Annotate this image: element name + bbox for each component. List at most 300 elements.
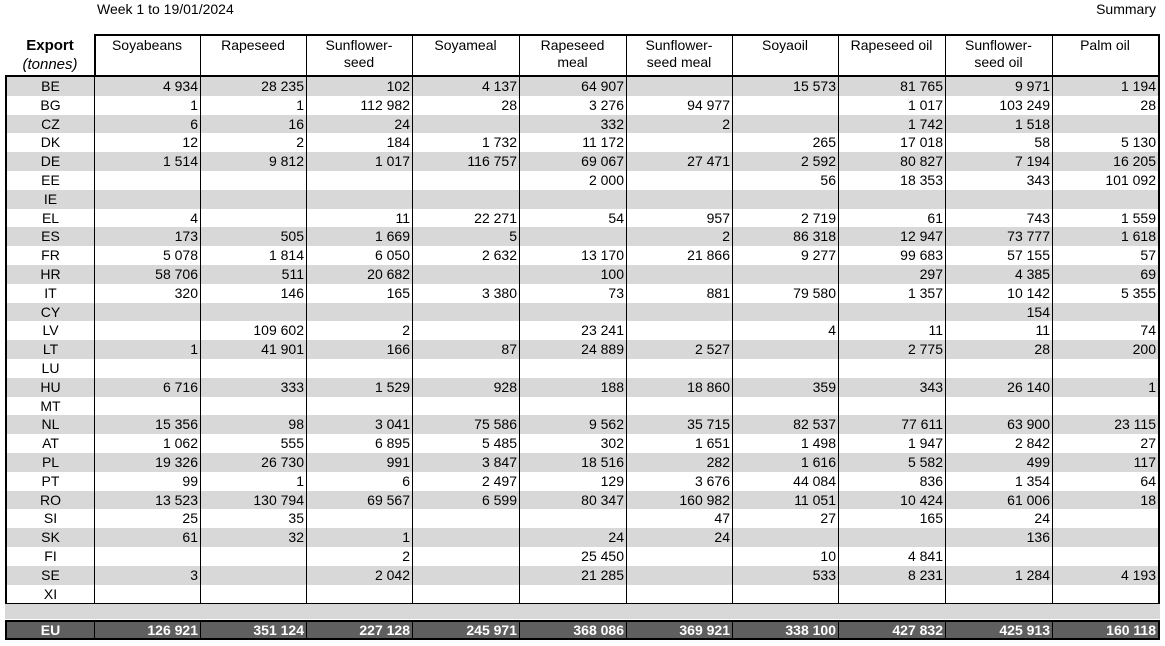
table-cell: 102 <box>386 78 410 94</box>
table-cell: 2 775 <box>907 341 943 358</box>
table-cell: 32 <box>288 529 304 546</box>
table-cell: 9 971 <box>1014 78 1050 94</box>
table-cell: 3 676 <box>694 472 730 489</box>
table-cell: 57 <box>1140 247 1156 264</box>
table-cell <box>412 171 519 190</box>
table-cell <box>1052 115 1158 134</box>
table-cell: 27 471 <box>687 153 730 170</box>
table-cell: 11 <box>395 209 410 226</box>
table-cell <box>838 303 945 322</box>
table-cell: 82 537 <box>793 416 836 433</box>
table-row <box>7 115 1158 134</box>
table-cell <box>626 566 732 585</box>
table-cell: 1 <box>190 96 198 113</box>
table-cell <box>626 171 732 190</box>
table-cell: 165 <box>386 284 410 301</box>
table-cell: 991 <box>386 454 410 470</box>
column-divider <box>945 76 946 604</box>
table-cell: 81 765 <box>900 78 943 94</box>
table-cell <box>626 321 732 340</box>
country-code: EL <box>41 209 60 226</box>
unit-label: (tonnes) <box>22 56 78 73</box>
period-label: Week 1 to 19/01/2024 <box>97 1 234 17</box>
table-cell <box>838 190 945 209</box>
country-code: LV <box>42 322 59 339</box>
country-code: XI <box>43 585 58 602</box>
table-cell <box>1052 585 1158 604</box>
table-cell: 6 050 <box>374 247 410 264</box>
table-cell: 11 <box>928 322 943 339</box>
table-cell <box>626 397 732 416</box>
summary-label: Summary <box>1096 1 1156 17</box>
total-divider <box>838 622 839 638</box>
country-code: SE <box>41 566 60 583</box>
table-cell: 58 706 <box>155 266 198 282</box>
table-cell: 99 683 <box>900 247 943 264</box>
table-row <box>7 133 1158 152</box>
table-cell: 1 017 <box>374 153 410 170</box>
country-code: LU <box>41 360 60 376</box>
eu-total-row <box>5 620 1160 640</box>
table-cell <box>306 585 412 604</box>
table-cell: 21 866 <box>687 247 730 264</box>
table-cell: 6 599 <box>481 491 517 508</box>
table-cell: 2 632 <box>481 247 517 264</box>
table-cell: 130 794 <box>253 491 304 508</box>
table-cell: 28 235 <box>261 78 304 94</box>
table-row <box>7 434 1158 453</box>
table-cell <box>306 190 412 209</box>
table-cell: 1 514 <box>162 153 198 170</box>
table-cell: 6 716 <box>162 378 198 395</box>
table-cell: 112 982 <box>360 96 410 113</box>
table-cell: 8 231 <box>907 566 943 583</box>
table-cell: 23 115 <box>1114 416 1156 433</box>
table-cell: 5 <box>509 228 517 245</box>
table-row <box>7 227 1158 246</box>
table-cell: 75 586 <box>474 416 517 433</box>
column-divider <box>626 76 627 604</box>
table-cell: 12 <box>182 134 198 151</box>
table-cell <box>626 547 732 566</box>
table-cell <box>412 265 519 284</box>
table-cell <box>838 585 945 604</box>
table-cell <box>732 397 838 416</box>
table-cell: 957 <box>706 209 730 226</box>
table-cell <box>519 509 626 528</box>
table-cell: 35 <box>288 510 304 527</box>
table-row <box>7 566 1158 585</box>
corner-header <box>6 36 94 76</box>
table-cell: 44 084 <box>793 472 836 489</box>
table-cell <box>626 133 732 152</box>
table-cell: 188 <box>600 378 624 395</box>
total-cell: 425 913 <box>999 622 1050 638</box>
table-cell: 282 <box>706 454 730 470</box>
table-cell: 109 602 <box>253 322 304 339</box>
total-cell: 368 086 <box>573 622 624 638</box>
table-cell <box>200 585 306 604</box>
total-divider <box>412 622 413 638</box>
table-cell <box>412 509 519 528</box>
table-cell: 27 <box>1140 435 1156 452</box>
country-code: MT <box>40 397 61 414</box>
table-cell: 69 <box>1140 266 1156 282</box>
table-cell <box>200 397 306 416</box>
table-cell: 499 <box>1026 454 1050 470</box>
total-divider <box>626 622 627 638</box>
table-cell <box>94 190 200 209</box>
total-cell: 351 124 <box>253 622 304 638</box>
table-cell: 881 <box>706 284 730 301</box>
table-cell <box>519 303 626 322</box>
table-cell <box>200 566 306 585</box>
table-cell <box>94 303 200 322</box>
table-cell <box>94 547 200 566</box>
table-cell: 200 <box>1132 341 1156 358</box>
table-cell: 11 <box>1035 322 1050 339</box>
table-cell: 9 812 <box>268 153 304 170</box>
total-label: EU <box>40 622 61 638</box>
table-cell: 19 326 <box>155 454 198 470</box>
table-cell: 5 485 <box>481 435 517 452</box>
table-cell: 28 <box>1034 341 1050 358</box>
table-cell: 11 172 <box>582 134 624 151</box>
table-cell: 343 <box>919 378 943 395</box>
table-cell: 2 <box>296 134 304 151</box>
table-cell <box>412 190 519 209</box>
header-divider <box>306 35 307 76</box>
table-cell: 5 582 <box>907 454 943 470</box>
column-header-line: Rapeseed <box>221 37 285 53</box>
table-cell: 64 <box>1140 472 1156 489</box>
table-cell: 22 271 <box>474 209 517 226</box>
country-code: RO <box>40 491 61 508</box>
country-code: BG <box>40 96 61 113</box>
table-cell: 1 498 <box>800 435 836 452</box>
table-cell: 2 842 <box>1014 435 1050 452</box>
table-cell: 1 651 <box>694 435 730 452</box>
table-cell <box>626 585 732 604</box>
table-cell: 25 450 <box>581 548 624 564</box>
table-cell: 18 860 <box>687 378 730 395</box>
table-cell: 47 <box>714 510 730 527</box>
table-cell: 743 <box>1026 209 1050 226</box>
header-divider <box>519 35 520 76</box>
table-cell: 4 385 <box>1014 266 1050 282</box>
country-code: ES <box>41 228 60 245</box>
table-cell <box>200 190 306 209</box>
table-cell: 18 353 <box>900 172 943 188</box>
table-cell: 61 006 <box>1007 491 1050 508</box>
country-code: DK <box>40 134 61 151</box>
table-cell: 2 000 <box>588 172 624 188</box>
table-cell <box>1052 303 1158 322</box>
table-cell: 15 573 <box>793 78 836 94</box>
table-cell <box>1052 509 1158 528</box>
column-header-line: seed <box>343 54 375 70</box>
table-cell: 5 078 <box>162 247 198 264</box>
header-divider <box>1052 35 1053 76</box>
table-cell: 928 <box>493 378 517 395</box>
table-cell <box>306 509 412 528</box>
table-cell: 1 529 <box>374 378 410 395</box>
column-header-line: Rapeseed <box>540 37 605 53</box>
country-code: AT <box>42 435 59 452</box>
table-row <box>7 190 1158 209</box>
table-row <box>7 321 1158 340</box>
table-row <box>7 453 1158 472</box>
table-cell: 4 <box>190 209 198 226</box>
table-cell <box>626 359 732 378</box>
table-cell <box>732 528 838 547</box>
table-cell: 25 <box>182 510 198 527</box>
table-cell <box>412 115 519 134</box>
table-cell <box>1052 397 1158 416</box>
table-cell: 116 757 <box>467 153 517 170</box>
table-cell <box>94 397 200 416</box>
table-cell: 100 <box>600 266 624 282</box>
table-cell: 10 142 <box>1007 284 1050 301</box>
table-cell: 117 <box>1133 454 1156 470</box>
table-cell: 17 018 <box>900 134 943 151</box>
spacer-band <box>5 604 1160 619</box>
table-cell: 18 <box>1140 491 1156 508</box>
total-cell: 369 921 <box>679 622 730 638</box>
country-code: SK <box>41 529 60 546</box>
country-code: PT <box>41 472 60 489</box>
table-cell: 136 <box>1026 529 1050 546</box>
table-cell <box>94 171 200 190</box>
table-cell: 166 <box>386 341 410 358</box>
table-cell <box>626 77 732 96</box>
table-cell: 3 847 <box>481 454 517 470</box>
table-cell <box>412 359 519 378</box>
table-cell: 63 900 <box>1007 416 1050 433</box>
table-cell: 2 042 <box>374 566 410 583</box>
table-cell: 4 193 <box>1120 566 1156 583</box>
total-divider <box>519 622 520 638</box>
table-cell: 1 357 <box>907 284 943 301</box>
table-row <box>7 303 1158 322</box>
table-cell: 103 249 <box>999 96 1050 113</box>
table-cell: 1 354 <box>1014 472 1050 489</box>
table-cell: 7 194 <box>1014 153 1050 170</box>
table-cell <box>838 397 945 416</box>
table-cell <box>94 585 200 604</box>
table-cell <box>1052 547 1158 566</box>
column-divider <box>838 76 839 604</box>
table-cell: 9 562 <box>588 416 624 433</box>
table-row <box>7 547 1158 566</box>
table-cell: 1 732 <box>481 134 517 151</box>
column-header-line: Soyameal <box>434 37 497 53</box>
table-cell: 343 <box>1026 172 1050 188</box>
table-cell <box>945 359 1052 378</box>
table-cell <box>306 359 412 378</box>
table-cell <box>200 547 306 566</box>
table-row <box>7 265 1158 284</box>
table-cell: 11 051 <box>794 491 836 508</box>
table-cell: 4 <box>828 322 836 339</box>
table-cell: 13 523 <box>155 491 198 508</box>
table-cell: 3 041 <box>374 416 410 433</box>
column-header-line: Sunflower- <box>325 37 393 53</box>
country-code: NL <box>41 416 60 433</box>
table-cell <box>412 528 519 547</box>
table-cell: 1 947 <box>907 435 943 452</box>
table-cell <box>519 190 626 209</box>
header-divider <box>412 35 413 76</box>
column-header-line: seed oil <box>974 54 1023 70</box>
table-cell: 58 <box>1034 134 1050 151</box>
table-cell: 6 <box>402 472 410 489</box>
table-cell: 99 <box>182 472 198 489</box>
table-cell <box>306 397 412 416</box>
table-cell <box>732 585 838 604</box>
table-row <box>7 209 1158 228</box>
country-code: BE <box>41 78 60 94</box>
header-divider <box>838 35 839 76</box>
table-cell: 1 <box>296 96 304 113</box>
table-cell <box>94 321 200 340</box>
table-row <box>7 77 1158 96</box>
table-cell: 64 907 <box>581 78 624 94</box>
table-cell: 21 285 <box>581 566 624 583</box>
table-cell: 54 <box>608 209 624 226</box>
table-cell: 332 <box>600 115 624 132</box>
table-row <box>7 340 1158 359</box>
table-cell <box>412 397 519 416</box>
column-divider <box>1052 76 1053 604</box>
table-cell: 511 <box>281 266 304 282</box>
total-cell: 227 128 <box>359 622 410 638</box>
country-code: HU <box>40 378 61 395</box>
table-cell <box>945 585 1052 604</box>
table-row <box>7 472 1158 491</box>
country-code: CZ <box>41 115 60 132</box>
table-cell: 1 742 <box>907 115 943 132</box>
table-cell: 2 592 <box>800 153 836 170</box>
table-cell: 3 <box>190 566 198 583</box>
table-cell: 77 611 <box>901 416 943 433</box>
column-header-line: Soyaoil <box>762 37 808 53</box>
table-cell: 24 <box>714 529 730 546</box>
table-cell <box>626 190 732 209</box>
table-row <box>7 585 1158 604</box>
table-cell <box>838 528 945 547</box>
table-cell: 1 <box>1148 378 1156 395</box>
table-row <box>7 359 1158 378</box>
table-cell: 73 777 <box>1007 228 1050 245</box>
country-code: FR <box>41 247 60 264</box>
table-cell: 2 <box>402 548 410 564</box>
table-cell: 94 977 <box>687 96 730 113</box>
table-cell: 28 <box>501 96 517 113</box>
table-cell: 555 <box>280 435 304 452</box>
table-cell: 184 <box>386 134 410 151</box>
country-code: IE <box>43 190 58 207</box>
table-cell <box>838 359 945 378</box>
table-cell: 1 814 <box>268 247 304 264</box>
table-cell: 10 <box>820 548 836 564</box>
table-cell <box>519 397 626 416</box>
column-header-line: seed meal <box>646 54 712 70</box>
table-row <box>7 96 1158 115</box>
table-cell <box>945 547 1052 566</box>
table-cell <box>945 190 1052 209</box>
table-cell: 9 277 <box>800 247 836 264</box>
column-divider <box>732 76 733 604</box>
table-cell: 56 <box>820 172 836 188</box>
table-cell: 3 276 <box>588 96 624 113</box>
table-cell: 2 497 <box>481 472 517 489</box>
table-row <box>7 491 1158 510</box>
table-cell: 61 <box>927 209 943 226</box>
table-cell: 1 518 <box>1014 115 1050 132</box>
table-cell <box>200 303 306 322</box>
table-cell <box>1052 359 1158 378</box>
table-cell: 24 889 <box>581 341 624 358</box>
table-cell: 80 827 <box>900 153 943 170</box>
table-cell: 173 <box>174 228 198 245</box>
table-cell: 4 137 <box>481 78 517 94</box>
table-cell: 836 <box>919 472 943 489</box>
table-cell <box>412 321 519 340</box>
column-header-line: meal <box>557 54 588 70</box>
table-cell <box>732 190 838 209</box>
table-cell: 2 527 <box>694 341 730 358</box>
table-cell: 10 424 <box>900 491 943 508</box>
table-cell <box>200 359 306 378</box>
table-cell: 129 <box>600 472 624 489</box>
table-cell: 505 <box>280 228 304 245</box>
table-cell: 3 380 <box>481 284 517 301</box>
table-cell: 79 580 <box>793 284 836 301</box>
table-cell <box>412 303 519 322</box>
table-cell: 1 <box>296 472 304 489</box>
table-cell: 2 <box>722 228 730 245</box>
total-cell: 427 832 <box>892 622 943 638</box>
table-cell <box>732 96 838 115</box>
table-cell <box>200 209 306 228</box>
table-cell: 35 715 <box>687 416 730 433</box>
table-cell: 1 559 <box>1120 209 1156 226</box>
table-cell: 26 730 <box>261 454 304 470</box>
table-cell: 57 155 <box>1007 247 1050 264</box>
table-row <box>7 284 1158 303</box>
table-cell <box>412 585 519 604</box>
table-cell: 87 <box>501 341 517 358</box>
total-divider <box>94 622 95 638</box>
total-cell: 160 118 <box>1106 622 1156 638</box>
table-cell: 18 516 <box>581 454 624 470</box>
table-cell: 24 <box>394 115 410 132</box>
total-cell: 338 100 <box>785 622 836 638</box>
table-cell: 27 <box>820 510 836 527</box>
table-cell: 1 618 <box>1120 228 1156 245</box>
table-cell: 41 901 <box>261 341 304 358</box>
column-divider <box>519 76 520 604</box>
column-header-line: Palm oil <box>1080 37 1130 53</box>
export-heading: Export <box>26 37 74 54</box>
table-row <box>7 171 1158 190</box>
header-divider <box>626 35 627 76</box>
table-cell: 359 <box>812 378 836 395</box>
country-code: LT <box>42 341 59 358</box>
table-cell: 2 <box>722 115 730 132</box>
table-cell <box>732 115 838 134</box>
